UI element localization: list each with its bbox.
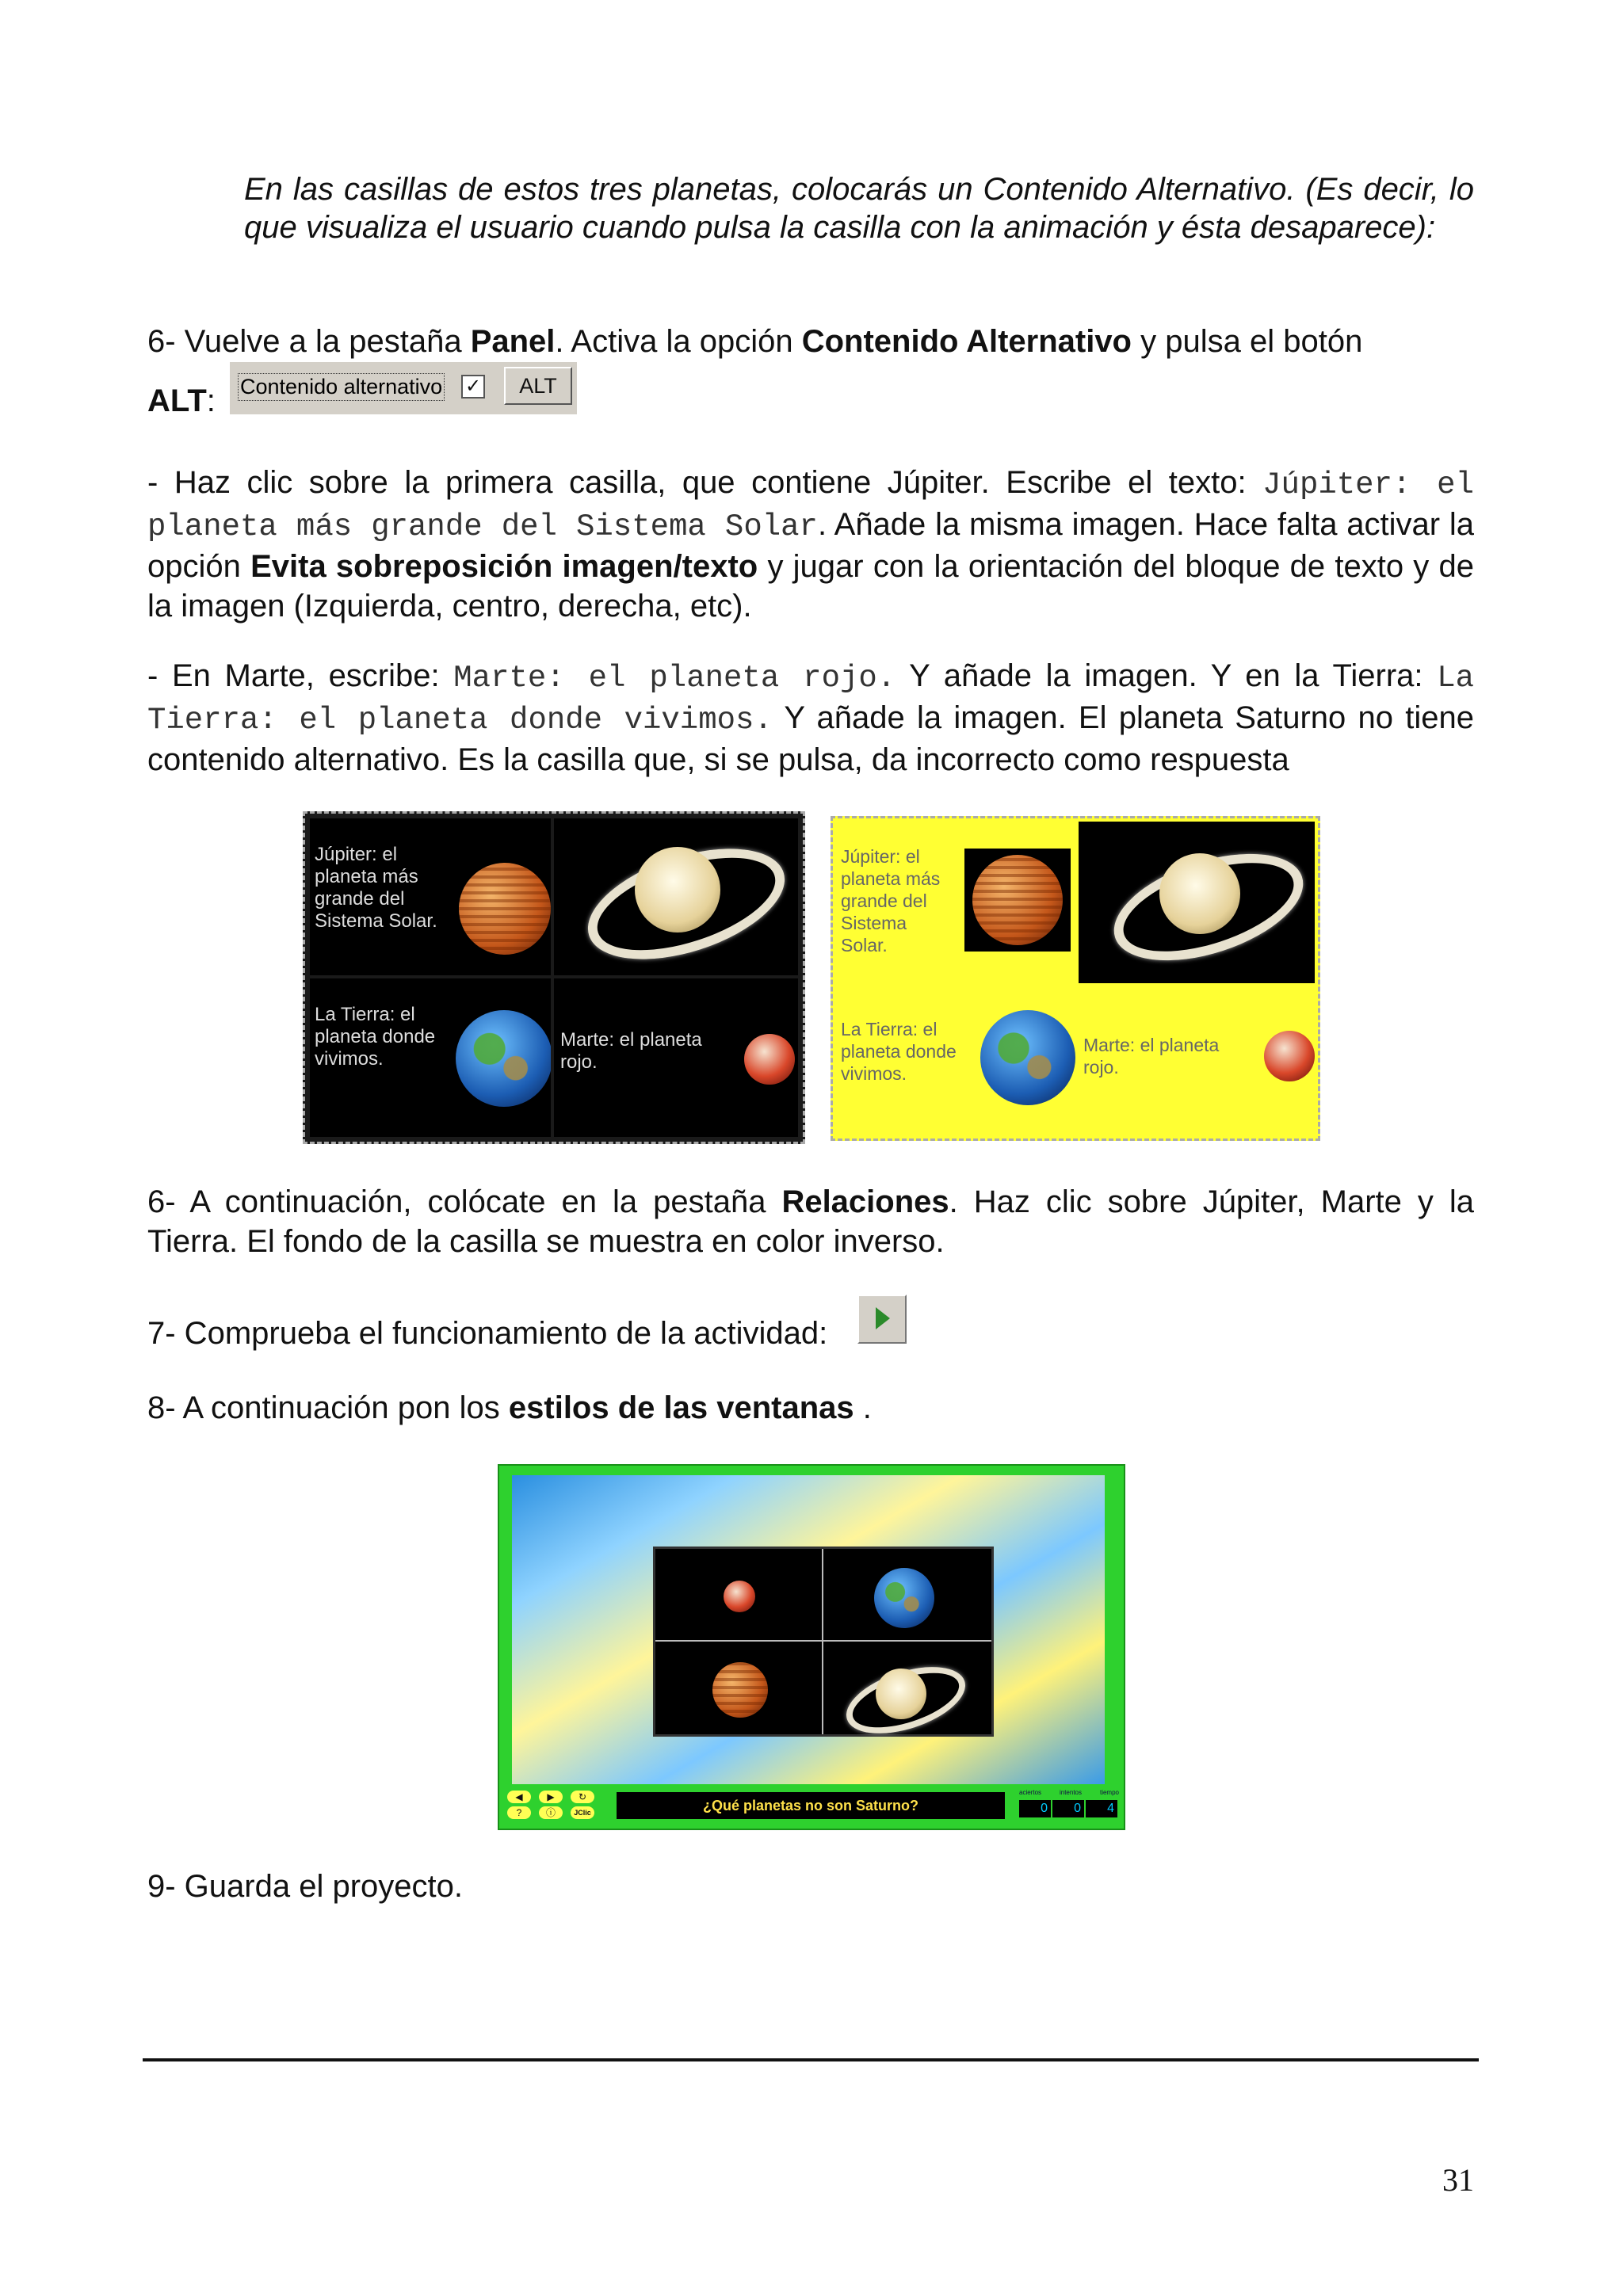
counter-intentos: 0 bbox=[1052, 1800, 1084, 1817]
grid-cell-jupiter[interactable] bbox=[655, 1642, 823, 1734]
counter-aciertos: 0 bbox=[1019, 1800, 1051, 1817]
page-number: 31 bbox=[1442, 2162, 1474, 2198]
alt-label: ALT: bbox=[147, 383, 216, 418]
alt-button[interactable]: ALT bbox=[504, 367, 572, 405]
saturn-image-small bbox=[876, 1669, 926, 1719]
intro-paragraph: En las casillas de estos tres planetas, colocarás un Contenido Alternativo. (Es decir, lo que visualiza el usuario cuando pulsa la casilla con la animación y ésta desaparece): bbox=[244, 172, 1474, 245]
step6-panel-paragraph: 6- Vuelve a la pestaña Panel. Activa la opción Contenido Alternativo y pulsa el botón bbox=[147, 324, 1363, 359]
cell-tierra-text: La Tierra: el planeta donde vivimos. bbox=[315, 1004, 436, 1070]
cell-tierra-inverse bbox=[838, 986, 1075, 1134]
earth-image bbox=[456, 1010, 551, 1107]
cell-jupiter-inverse bbox=[838, 822, 1075, 983]
jclic-logo[interactable]: JClic bbox=[571, 1806, 594, 1819]
jupiter-image-inverse bbox=[972, 855, 1063, 945]
activity-screenshot bbox=[498, 1464, 1125, 1830]
label-tiempo: tiempo bbox=[1099, 1789, 1119, 1796]
cell-tierra bbox=[310, 978, 551, 1137]
screenshot-yellow-grid bbox=[831, 816, 1320, 1141]
label-intentos: intentos bbox=[1059, 1789, 1083, 1796]
counter-labels bbox=[1019, 1789, 1119, 1798]
alt-content-label: Contenido alternativo bbox=[238, 373, 445, 401]
play-button[interactable] bbox=[857, 1295, 907, 1344]
footer-divider bbox=[143, 2058, 1479, 2061]
grid-cell-saturn[interactable] bbox=[823, 1642, 991, 1734]
earth-image-inverse bbox=[980, 1010, 1075, 1105]
mars-image-small bbox=[724, 1581, 755, 1612]
jupiter-image bbox=[459, 863, 551, 955]
screenshot-dark-grid bbox=[303, 811, 805, 1144]
step7-paragraph: 7- Comprueba el funcionamiento de la actividad: bbox=[147, 1316, 828, 1351]
cell-marte bbox=[554, 978, 798, 1137]
activity-bottom-bar bbox=[502, 1789, 1121, 1822]
cell-tierra-inverse-text: La Tierra: el planeta donde vivimos. bbox=[841, 1019, 957, 1084]
cell-jupiter-inverse-text: Júpiter: el planeta más grande del Sistema Solar. bbox=[841, 846, 941, 955]
saturn-image-2 bbox=[1159, 853, 1240, 934]
cell-saturn bbox=[554, 818, 798, 975]
saturn-image bbox=[635, 847, 720, 933]
earth-image-small bbox=[874, 1568, 934, 1628]
activity-grid bbox=[653, 1547, 994, 1737]
activity-question: ¿Qué planetas no son Saturno? bbox=[617, 1792, 1005, 1819]
cell-marte-inverse-text: Marte: el planeta rojo. bbox=[1083, 1035, 1220, 1077]
grid-cell-earth[interactable] bbox=[823, 1549, 991, 1642]
cell-jupiter bbox=[310, 818, 551, 975]
prev-button[interactable]: ◀ bbox=[507, 1791, 531, 1803]
jupiter-paragraph: - Haz clic sobre la primera casilla, que contiene Júpiter. Escribe el texto: Júpiter: el planeta más grande del Sistema Solar. Añade la misma imagen. Hace falta activar la opción Evita sobreposición imagen/texto y jugar con la orientación del bloque de texto y de la imagen (Izquierda, centro, derecha, etc). bbox=[147, 465, 1475, 624]
cell-saturn-inverse bbox=[1079, 822, 1315, 983]
jupiter-frame bbox=[964, 849, 1071, 952]
help-icon[interactable]: ? bbox=[507, 1806, 531, 1819]
reset-icon[interactable]: ↻ bbox=[571, 1791, 594, 1803]
cell-jupiter-text: Júpiter: el planeta más grande del Sistema Solar. bbox=[315, 844, 437, 932]
mars-image-inverse bbox=[1264, 1031, 1315, 1081]
info-icon[interactable]: ⓘ bbox=[539, 1806, 563, 1819]
counter-tiempo: 4 bbox=[1086, 1800, 1117, 1817]
step9-paragraph: 9- Guarda el proyecto. bbox=[147, 1869, 463, 1904]
step8-paragraph: 8- A continuación pon los estilos de las ventanas . bbox=[147, 1390, 872, 1425]
step6-relaciones-paragraph: 6- A continuación, colócate en la pestaña Relaciones. Haz clic sobre Júpiter, Marte y la Tierra. El fondo de la casilla se muestra en color inverso. bbox=[147, 1184, 1474, 1259]
next-button[interactable]: ▶ bbox=[539, 1791, 563, 1803]
mars-image bbox=[744, 1034, 795, 1085]
marte-paragraph: - En Marte, escribe: Marte: el planeta rojo. Y añade la imagen. Y en la Tierra: La Tierra: el planeta donde vivimos. Y añade la imagen. El planeta Saturno no tiene contenido alternativo. Es la casilla que, si se pulsa, da incorrecto como respuesta bbox=[147, 658, 1474, 777]
cell-marte-text: Marte: el planeta rojo. bbox=[560, 1029, 702, 1073]
activity-stage bbox=[512, 1475, 1105, 1784]
alt-widget bbox=[230, 362, 577, 414]
jupiter-image-small bbox=[712, 1662, 768, 1718]
play-icon bbox=[876, 1307, 890, 1329]
label-aciertos: aciertos bbox=[1019, 1789, 1042, 1796]
cell-marte-inverse bbox=[1079, 986, 1315, 1134]
alt-content-checkbox[interactable]: ✓ bbox=[461, 375, 485, 399]
grid-cell-mars[interactable] bbox=[655, 1549, 823, 1642]
